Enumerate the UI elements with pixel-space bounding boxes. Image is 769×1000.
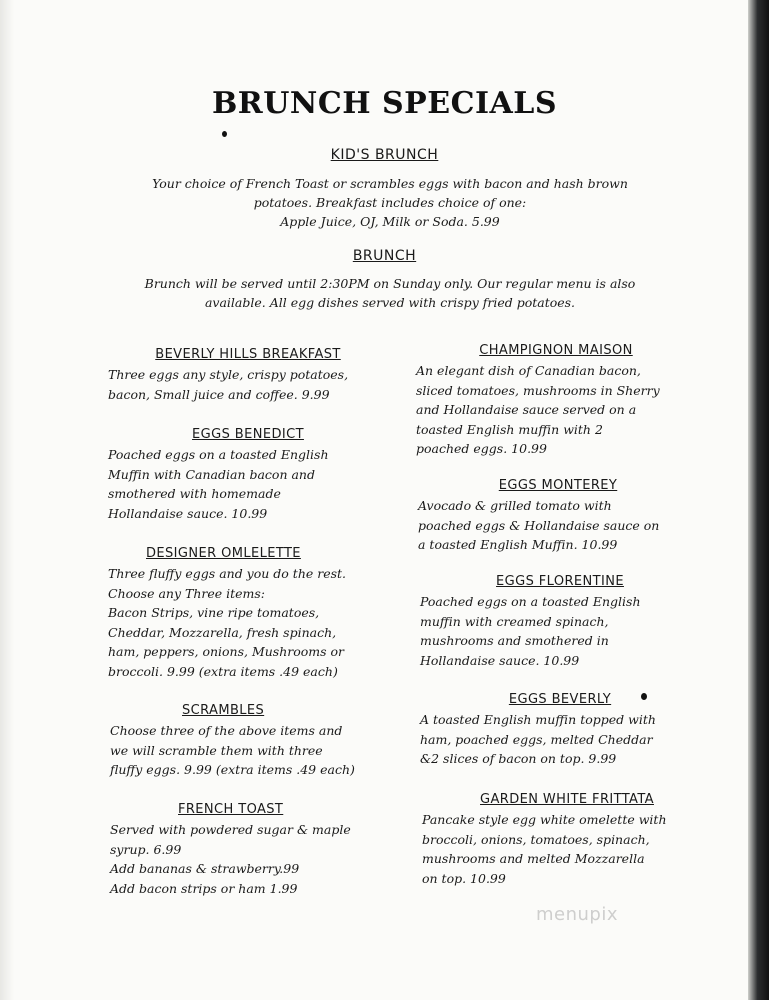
menu-item-name: CHAMPIGNON MAISON [479,343,633,358]
brunch-line: available. All egg dishes served with crispy fried potatoes. [204,295,576,310]
menu-item [418,478,698,555]
menu-item-description: A toasted English muffin topped with ham, poached eggs, melted Cheddar &2 slices of bacon on top. 9.99 [420,712,656,766]
menu-item-name: EGGS BEVERLY [508,692,612,707]
menu-item-description: Three eggs any style, crispy potatoes, bacon, Small juice and coffee. 9.99 [108,367,349,402]
menu-item-description: Avocado & grilled tomato with poached eggs & Hollandaise sauce on a toasted English Muffin. 10.99 [418,498,660,552]
menu-item [110,703,410,780]
menu-item-description: An elegant dish of Canadian bacon, sliced tomatoes, mushrooms in Sherry and Hollandaise sauce served on a toasted English muffin with 2 poached eggs. 10.99 [416,363,660,456]
brunch-heading-text: BRUNCH [352,248,417,264]
brunch-description [100,274,680,312]
menu-item-name: BEVERLY HILLS BREAKFAST [155,347,341,362]
kids-brunch-heading-text: KID'S BRUNCH [330,147,439,163]
menu-item-name: FRENCH TOAST [178,802,284,817]
menu-item-name: SCRAMBLES [182,703,265,718]
menu-item-name: EGGS MONTEREY [498,478,618,493]
menu-item-name: GARDEN WHITE FRITTATA [480,792,654,807]
menu-item [108,546,408,681]
page-title: BRUNCH SPECIALS [211,86,558,121]
menu-item [416,343,696,459]
watermark-text: menupix [536,904,619,925]
kids-brunch-description [110,174,670,231]
menu-item [108,427,388,523]
menu-item [110,802,410,898]
menu-item [420,574,700,670]
brunch-line: Brunch will be served until 2:30PM on Sunday only. Our regular menu is also [144,276,636,291]
kids-brunch-line: Apple Juice, OJ, Milk or Soda. 5.99 [280,214,500,229]
menu-item [420,692,700,769]
menu-item [108,347,388,404]
menu-item [422,792,712,888]
kids-brunch-heading [0,147,769,163]
kids-brunch-line: Your choice of French Toast or scrambles eggs with bacon and hash brown [152,176,628,191]
menu-item-description: Pancake style egg white omelette with broccoli, onions, tomatoes, spinach, mushrooms and melted Mozzarella on top. 10.99 [422,812,667,886]
menu-item-description: Poached eggs on a toasted English muffin with creamed spinach, mushrooms and smothered in Hollandaise sauce. 10.99 [420,594,641,668]
brunch-heading [0,248,769,264]
menu-item-description: Poached eggs on a toasted English Muffin with Canadian bacon and smothered with homemade Hollandaise sauce. 10.99 [108,447,329,521]
menu-item-name: EGGS FLORENTINE [496,574,624,589]
menu-item-description: Served with powdered sugar & maple syrup. 6.99 Add bananas & strawberry.99 Add bacon strips or ham 1.99 [110,822,351,896]
menu-item-name: EGGS BENEDICT [192,427,304,442]
kids-brunch-line: potatoes. Breakfast includes choice of one: [253,195,527,210]
menu-item-name: DESIGNER OMLELETTE [146,546,301,561]
menu-item-description: Three fluffy eggs and you do the rest. Choose any Three items: Bacon Strips, vine ripe tomatoes, Cheddar, Mozzarella, fresh spinach, ham, peppers, onions, Mushrooms or broccoli. 9.99 (extra items .49 each) [108,566,347,679]
ink-dot [222,131,227,137]
menu-item-description: Choose three of the above items and we will scramble them with three fluffy eggs. 9.99 (extra items .49 each) [110,723,355,777]
